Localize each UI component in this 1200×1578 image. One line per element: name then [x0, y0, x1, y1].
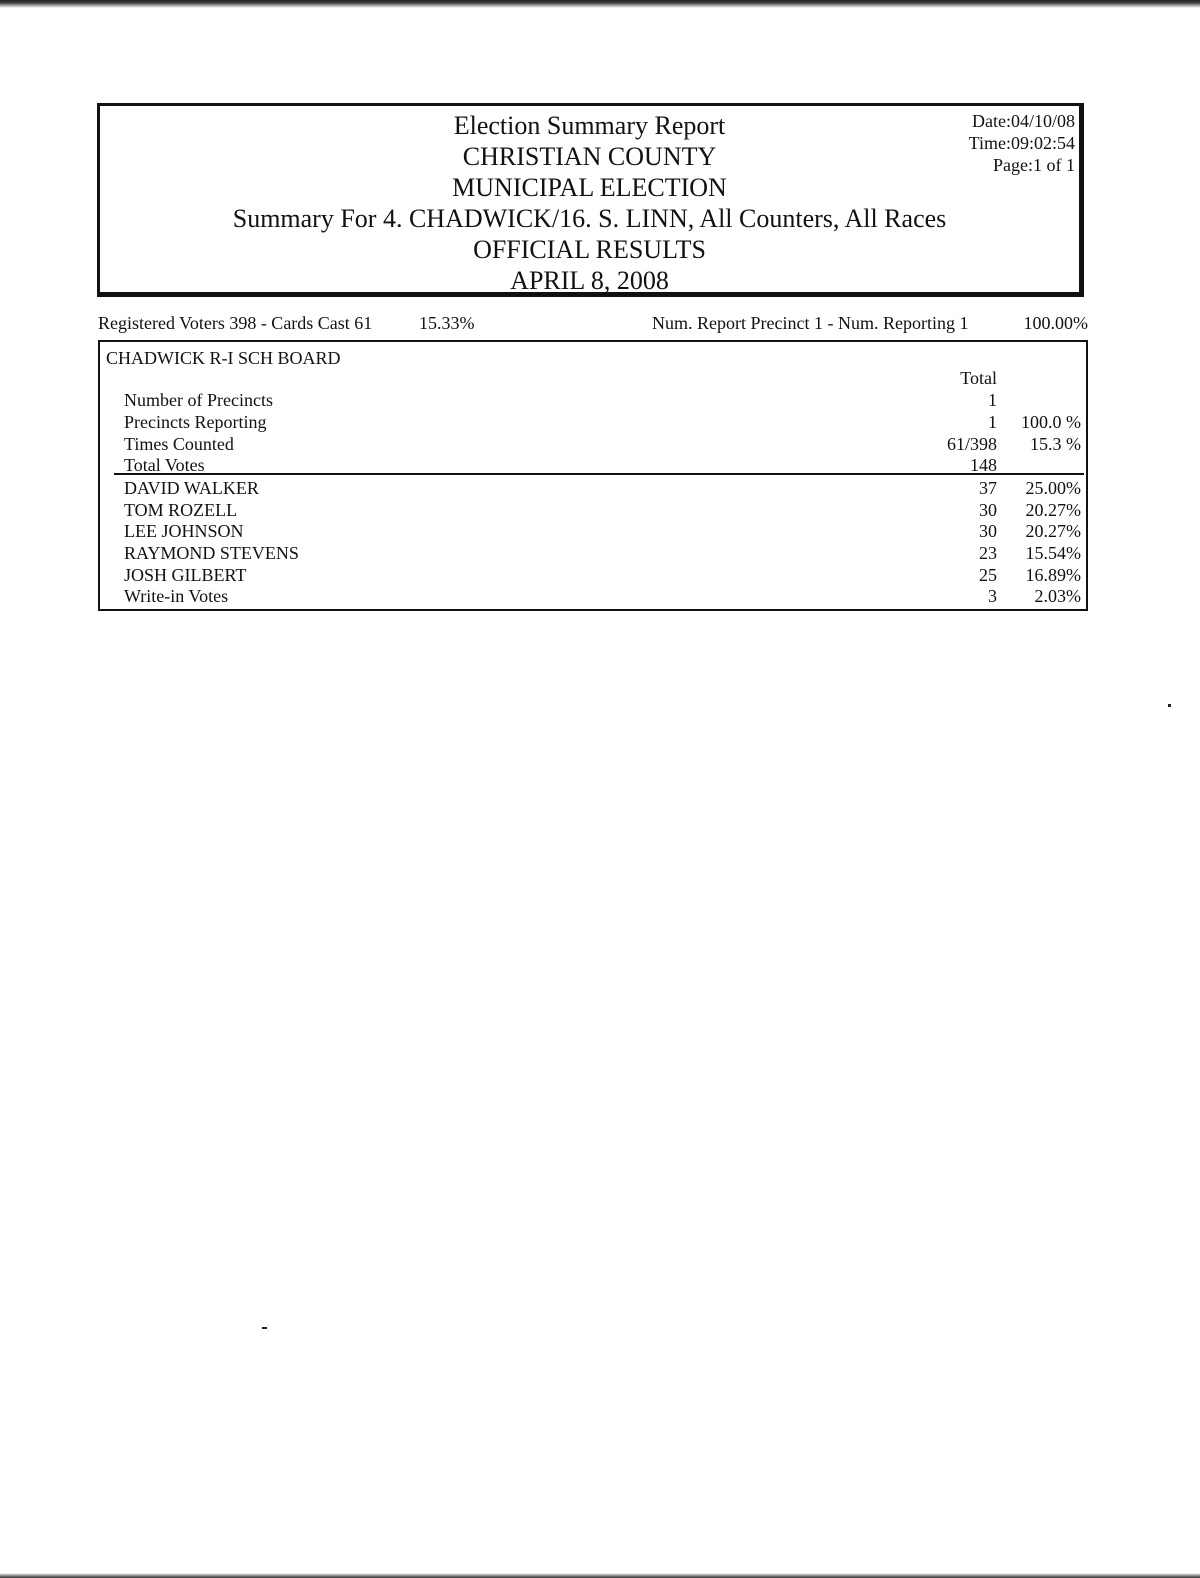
turnout-percent: 15.33%	[419, 313, 475, 333]
row-total: 1	[988, 390, 997, 410]
candidate-votes: 30	[979, 521, 997, 541]
registered-voters: Registered Voters 398 - Cards Cast 61	[98, 313, 373, 333]
row-label: Precincts Reporting	[124, 412, 267, 432]
precincts-reporting: Num. Report Precinct 1 - Num. Reporting 1	[652, 313, 969, 333]
row-label: Times Counted	[124, 434, 234, 454]
candidate-name: TOM ROZELL	[124, 500, 238, 520]
row-percent: 100.0 %	[1021, 412, 1081, 432]
candidate-name: DAVID WALKER	[124, 478, 259, 498]
candidate-votes: 25	[979, 565, 997, 585]
candidate-row	[100, 564, 1086, 586]
candidate-name: JOSH GILBERT	[124, 565, 247, 585]
summary-row	[100, 411, 1086, 433]
row-total: 61/398	[946, 434, 997, 454]
total-column-header: Total	[960, 368, 997, 388]
scan-speck	[262, 1327, 267, 1329]
report-title: Election Summary Report	[453, 111, 726, 140]
summary-row	[100, 389, 1086, 411]
row-total: 148	[970, 455, 997, 475]
row-total: 1	[988, 412, 997, 432]
summary-line: Summary For 4. CHADWICK/16. S. LINN, All Counters, All Races	[232, 204, 947, 233]
row-label: Number of Precincts	[124, 390, 273, 410]
election-date: APRIL 8, 2008	[510, 266, 669, 295]
table-divider	[114, 473, 1084, 475]
candidate-votes: 3	[988, 586, 997, 606]
results-status: OFFICIAL RESULTS	[473, 235, 706, 264]
candidate-row	[100, 542, 1086, 564]
candidate-name: Write-in Votes	[124, 586, 229, 606]
reporting-percent: 100.00%	[1023, 313, 1088, 333]
report-header	[97, 103, 1084, 297]
county-name: CHRISTIAN COUNTY	[462, 142, 717, 171]
scan-edge-bottom	[0, 1573, 1200, 1578]
candidate-votes: 37	[979, 478, 997, 498]
race-title: CHADWICK R-I SCH BOARD	[106, 348, 341, 368]
race-results-table	[98, 340, 1088, 611]
candidate-percent: 16.89%	[1025, 565, 1081, 585]
candidate-row	[100, 585, 1086, 607]
candidate-name: RAYMOND STEVENS	[124, 543, 299, 563]
report-time: Time:09:02:54	[968, 133, 1075, 153]
candidate-row	[100, 499, 1086, 521]
summary-row	[100, 433, 1086, 455]
candidate-votes: 23	[979, 543, 997, 563]
candidate-name: LEE JOHNSON	[124, 521, 244, 541]
candidate-votes: 30	[979, 500, 997, 520]
candidate-row	[100, 477, 1086, 499]
page-number: Page:1 of 1	[993, 155, 1075, 175]
candidate-percent: 2.03%	[1034, 586, 1081, 606]
candidate-row	[100, 520, 1086, 542]
election-name: MUNICIPAL ELECTION	[452, 173, 727, 202]
candidate-percent: 15.54%	[1025, 543, 1081, 563]
scan-edge-top	[0, 0, 1200, 8]
row-label: Total Votes	[124, 455, 205, 475]
candidate-percent: 20.27%	[1025, 500, 1081, 520]
row-percent: 15.3 %	[1030, 434, 1081, 454]
scan-speck	[1168, 704, 1171, 707]
candidate-percent: 20.27%	[1025, 521, 1081, 541]
candidate-percent: 25.00%	[1025, 478, 1081, 498]
report-date: Date:04/10/08	[972, 111, 1075, 131]
